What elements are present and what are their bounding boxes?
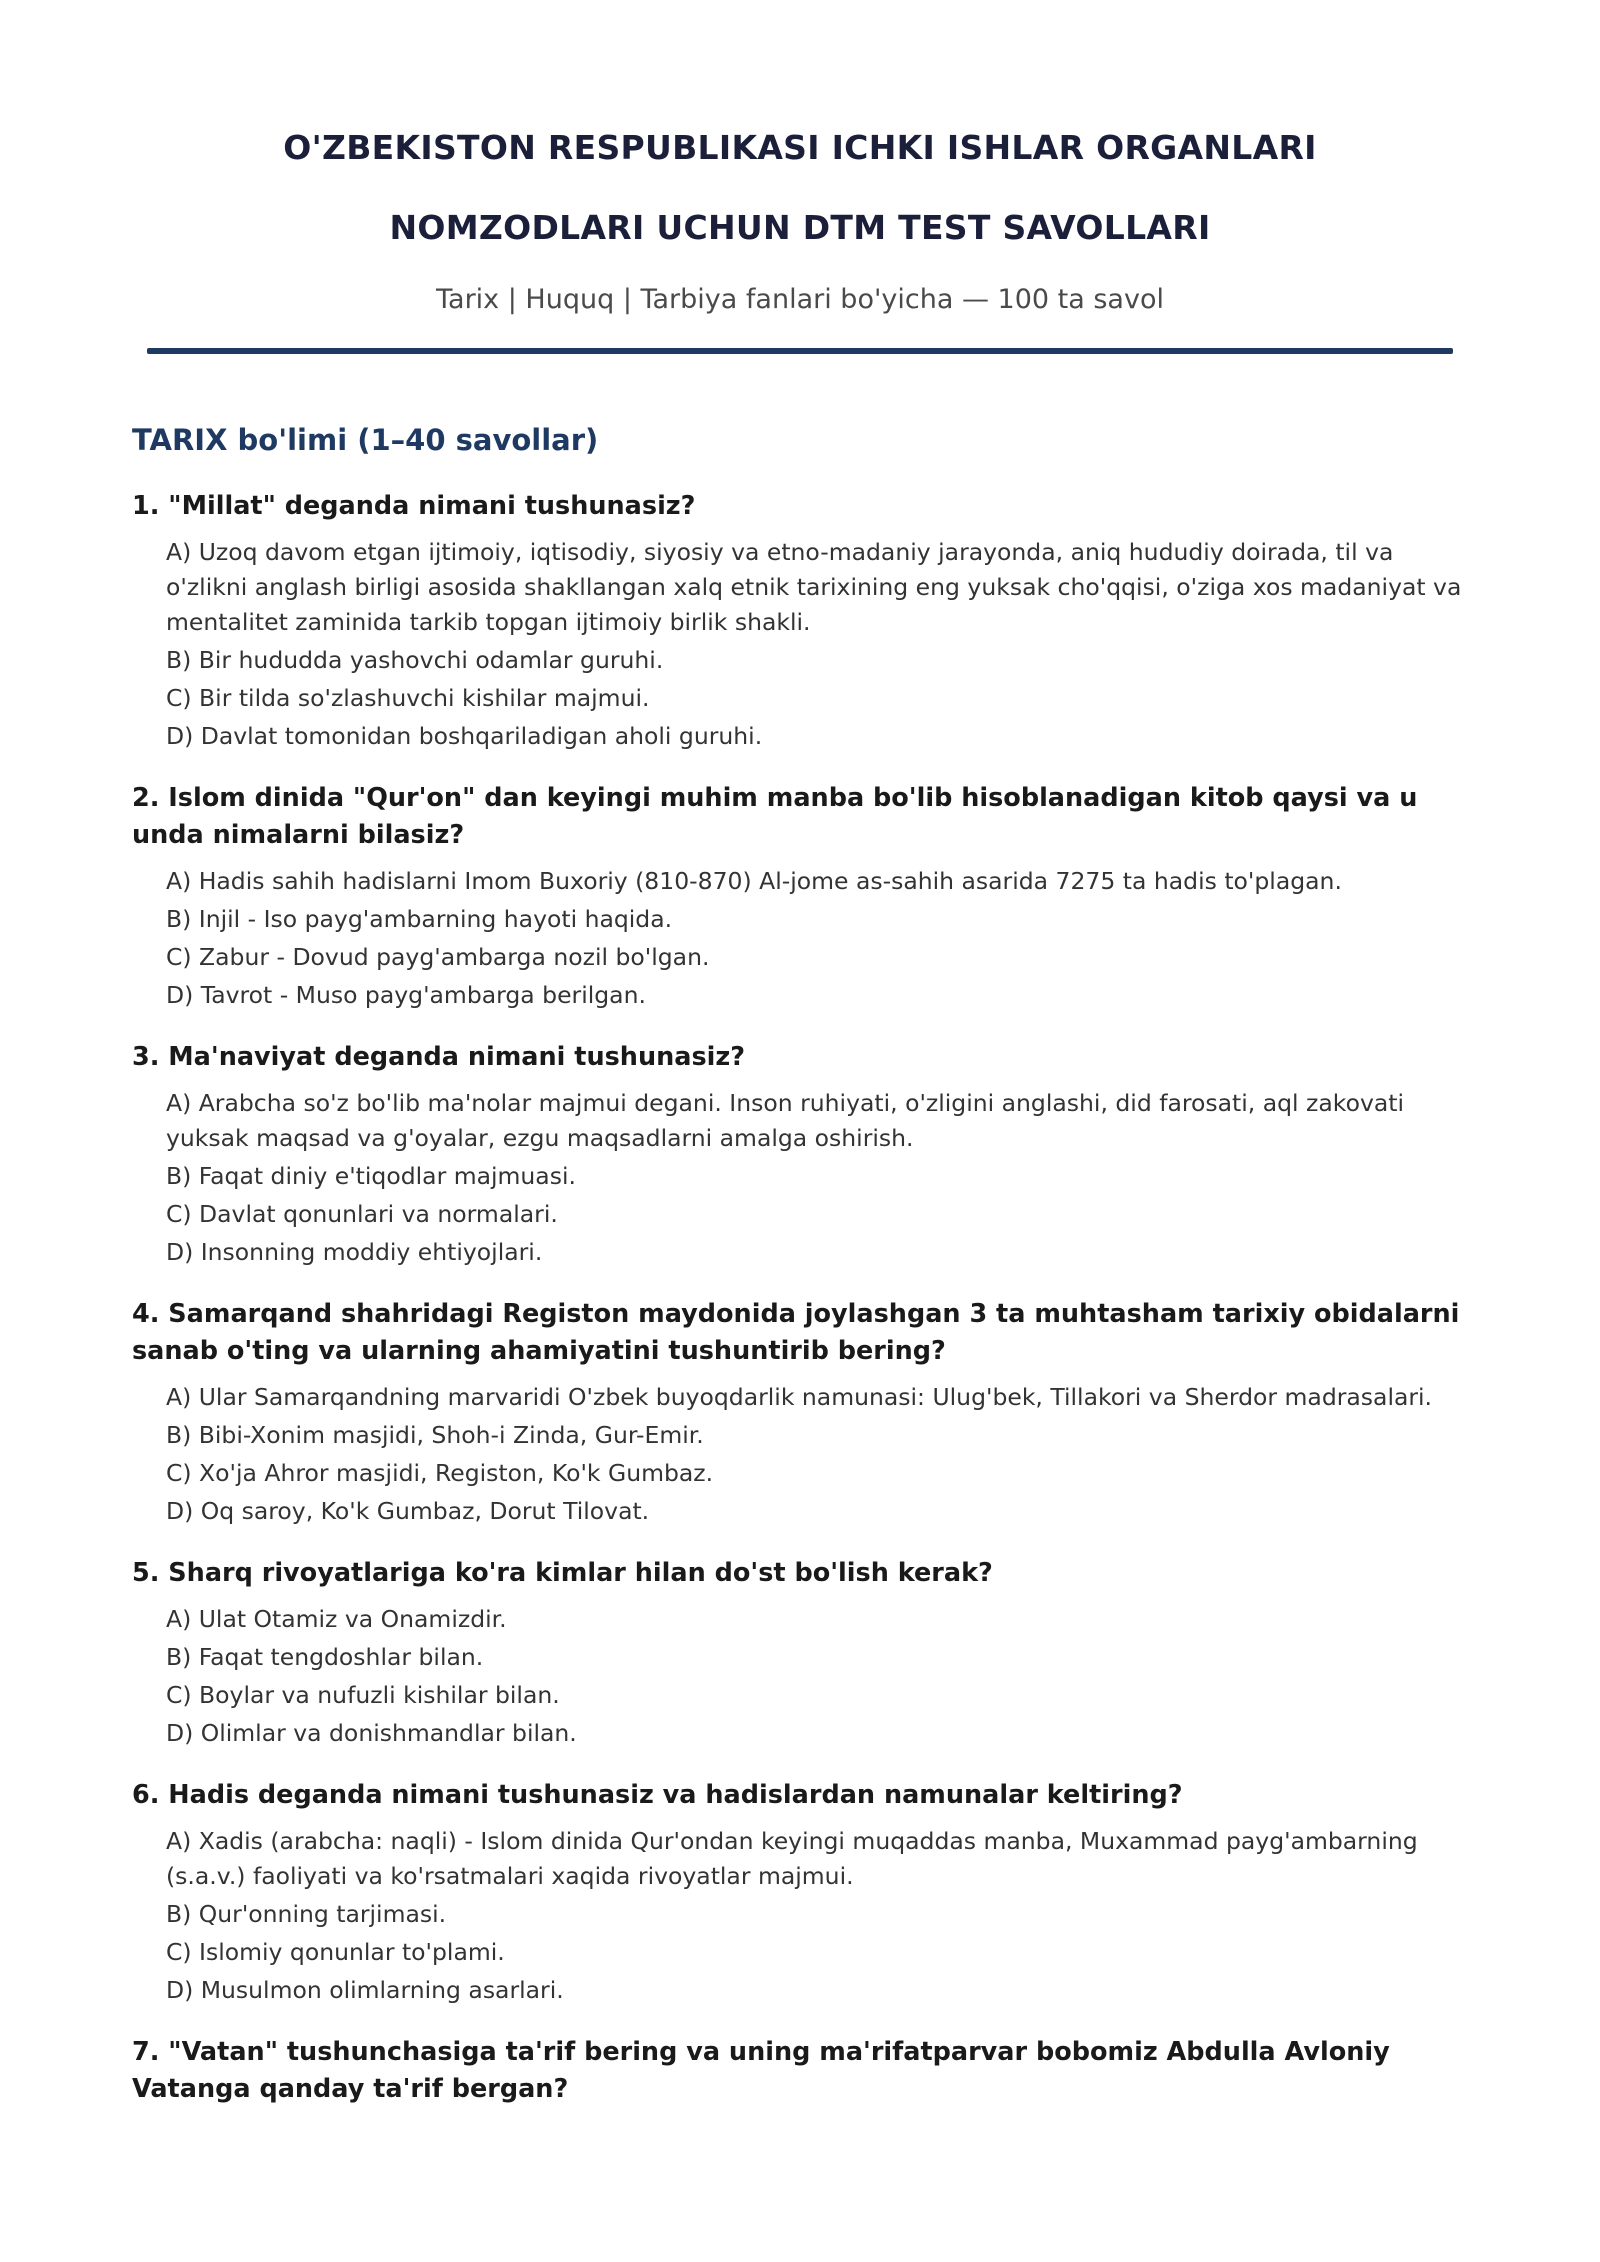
answer-option: B) Qur'onning tarjimasi. [166, 1900, 447, 1928]
answer-option: A) Xadis (arabcha: naqli) - Islom dinida Qur'ondan keyingi muqaddas manba, Muxammad payg'ambarning (s.a.v.) faoliyati va ko'rsatmalari xaqida rivoyatlar majmui. [166, 1827, 1418, 1890]
answer-option: D) Davlat tomonidan boshqariladigan aholi guruhi. [166, 722, 763, 750]
question-item [132, 2034, 1468, 2108]
answer-option: B) Bibi-Xonim masjidi, Shoh-i Zinda, Gur-Emir. [166, 1421, 704, 1449]
answer-option: B) Faqat diniy e'tiqodlar majmuasi. [166, 1162, 576, 1190]
question-list [132, 488, 1468, 2108]
document-header [132, 126, 1468, 354]
document-subtitle: Tarix | Huquq | Tarbiya fanlari bo'yicha — 100 ta savol [436, 284, 1164, 315]
answer-option: D) Musulmon olimlarning asarlari. [166, 1976, 564, 2004]
answer-option: D) Tavrot - Muso payg'ambarga berilgan. [166, 981, 646, 1009]
question-text: 3. Ma'naviyat deganda nimani tushunasiz? [132, 1042, 746, 1072]
question-text: 7. "Vatan" tushunchasiga ta'rif bering va uning ma'rifatparvar bobomiz Abdulla Avloniy Vatanga qanday ta'rif bergan? [132, 2037, 1390, 2104]
question-item [132, 488, 1468, 754]
question-item [132, 1296, 1468, 1529]
answer-option: D) Olimlar va donishmandlar bilan. [166, 1719, 577, 1747]
answer-option: A) Hadis sahih hadislarni Imom Buxoriy (810-870) Al-jome as-sahih asarida 7275 ta hadis to'plagan. [166, 867, 1342, 895]
question-text: 6. Hadis deganda nimani tushunasiz va hadislardan namunalar keltiring? [132, 1780, 1183, 1810]
header-divider [147, 348, 1453, 354]
answer-option: D) Insonning moddiy ehtiyojlari. [166, 1238, 543, 1266]
question-item [132, 1777, 1468, 2008]
answer-option: A) Ular Samarqandning marvaridi O'zbek buyoqdarlik namunasi: Ulug'bek, Tillakori va Sherdor madrasalari. [166, 1383, 1433, 1411]
section-heading: TARIX bo'limi (1–40 savollar) [132, 423, 599, 457]
question-item [132, 1039, 1468, 1270]
answer-option: C) Xo'ja Ahror masjidi, Registon, Ko'k Gumbaz. [166, 1459, 714, 1487]
question-item [132, 780, 1468, 1013]
answer-option: A) Uzoq davom etgan ijtimoiy, iqtisodiy, siyosiy va etno-madaniy jarayonda, aniq hududiy doirada, til va o'zlikni anglash birligi asosida shakllangan xalq etnik tarixining eng yuksak cho'qqisi, o'ziga xos madaniyat va mentalitet zaminida tarkib topgan ijtimoiy birlik shakli. [166, 538, 1462, 636]
answer-option: C) Zabur - Dovud payg'ambarga nozil bo'lgan. [166, 943, 710, 971]
answer-option: A) Ulat Otamiz va Onamizdir. [166, 1605, 507, 1633]
answer-option: B) Injil - Iso payg'ambarning hayoti haqida. [166, 905, 673, 933]
answer-option: C) Islomiy qonunlar to'plami. [166, 1938, 505, 1966]
question-text: 5. Sharq rivoyatlariga ko'ra kimlar hilan do'st bo'lish kerak? [132, 1558, 993, 1588]
answer-option: B) Bir hududda yashovchi odamlar guruhi. [166, 646, 664, 674]
answer-option: C) Davlat qonunlari va normalari. [166, 1200, 558, 1228]
answer-option: C) Boylar va nufuzli kishilar bilan. [166, 1681, 560, 1709]
answer-options [132, 1086, 1468, 1270]
question-item [132, 1555, 1468, 1751]
answer-option: D) Oq saroy, Ko'k Gumbaz, Dorut Tilovat. [166, 1497, 650, 1525]
question-text: 1. "Millat" deganda nimani tushunasiz? [132, 491, 696, 521]
answer-options [132, 1602, 1468, 1751]
question-text: 4. Samarqand shahridagi Registon maydonida joylashgan 3 ta muhtasham tarixiy obidalarni sanab o'ting va ularning ahamiyatini tushuntirib bering? [132, 1299, 1460, 1366]
answer-option: C) Bir tilda so'zlashuvchi kishilar majmui. [166, 684, 650, 712]
answer-options [132, 1380, 1468, 1529]
question-text: 2. Islom dinida "Qur'on" dan keyingi muhim manba bo'lib hisoblanadigan kitob qaysi va u unda nimalarni bilasiz? [132, 783, 1418, 850]
answer-option: A) Arabcha so'z bo'lib ma'nolar majmui degani. Inson ruhiyati, o'zligini anglashi, did farosati, aql zakovati yuksak maqsad va g'oyalar, ezgu maqsadlarni amalga oshirish. [166, 1089, 1404, 1152]
answer-option: B) Faqat tengdoshlar bilan. [166, 1643, 484, 1671]
answer-options [132, 864, 1468, 1013]
answer-options [132, 1824, 1468, 2008]
document-title-line-2: NOMZODLARI UCHUN DTM TEST SAVOLLARI [389, 208, 1211, 247]
answer-options [132, 535, 1468, 754]
document-title-line-1: O'ZBEKISTON RESPUBLIKASI ICHKI ISHLAR ORGANLARI [283, 128, 1317, 167]
